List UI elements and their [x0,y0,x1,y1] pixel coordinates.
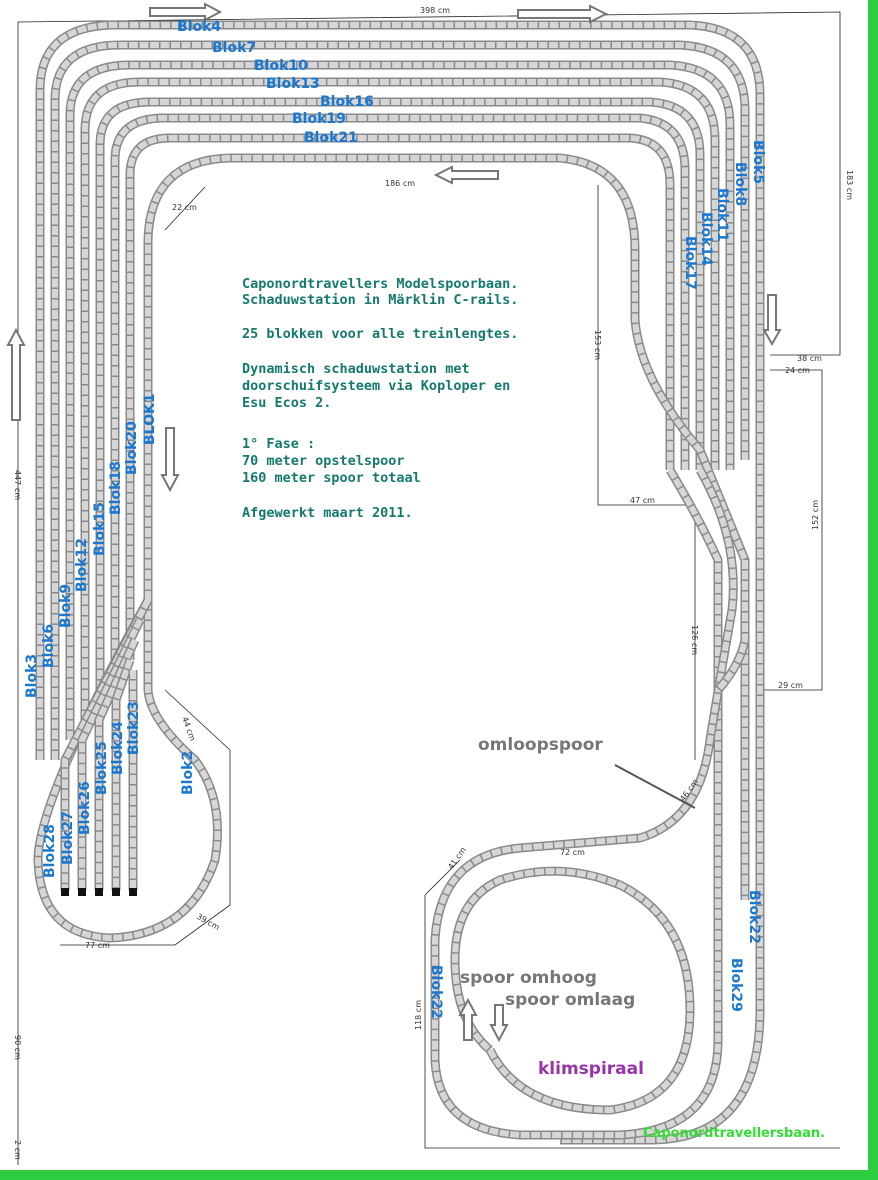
blok3-label: Blok3 [24,653,40,698]
blok11-label: Blok11 [714,188,730,242]
dim-39: 39 cm [195,911,222,933]
info-line-11: 70 meter opstelspoor [242,453,405,469]
blok26-label: Blok26 [77,781,93,835]
blok27-label: Blok27 [60,811,76,865]
blok28-label: Blok28 [42,824,58,878]
blok19-label: Blok19 [292,111,346,127]
dim-22: 22 cm [172,203,197,212]
dim-47: 47 cm [630,496,655,505]
blok18-label: Blok18 [108,461,124,515]
arrow-down-blok1-icon [162,428,178,490]
blok15-label: Blok15 [92,502,108,556]
dim-46: 46 cm [678,777,700,804]
dim-2: 2 cm [13,1140,22,1160]
info-line-8: Esu Ecos 2. [242,395,332,411]
blok8-label: Blok8 [732,162,748,207]
info-line-4: 25 blokken voor alle treinlengtes. [242,326,519,342]
blok22-left-label: Blok22 [428,965,444,1019]
blok14-label: Blok14 [698,212,714,266]
blok17-label: Blok17 [682,236,698,290]
info-line-12: 160 meter spoor totaal [242,470,421,486]
blok24-label: Blok24 [110,721,126,775]
blok9-label: Blok9 [58,583,74,628]
omloopspoor-label: omloopspoor [478,735,603,755]
blok29-label: Blok29 [728,958,744,1012]
dim-38: 38 cm [797,354,822,363]
watermark-label: Caponordtravellersbaan. [643,1126,826,1141]
info-line-6: Dynamisch schaduwstation met [242,361,470,377]
arrow-down-right-icon [764,295,780,344]
dim-153: 153 cm [593,330,602,361]
dim-152: 152 cm [811,499,820,530]
dim-183: 183 cm [845,170,854,201]
klimspiraal-label: klimspiraal [538,1059,644,1079]
arrow-right-top-right-icon [518,6,606,22]
blok22-right-label: Blok22 [746,890,762,944]
blok6-label: Blok6 [41,623,57,668]
info-line-1: Caponordtravellers Modelspoorbaan. [242,276,519,292]
arrow-right-top-left-icon [150,4,220,20]
blok16-label: Blok16 [320,94,374,110]
dim-126: 126 cm [690,625,699,656]
dim-44: 44 cm [180,715,198,743]
outer-ring-tracks [40,25,760,1140]
blok10-label: Blok10 [254,58,308,74]
arrow-left-inner-icon [436,167,498,183]
info-text [242,276,518,521]
blok13-label: Blok13 [266,76,320,92]
dim-447: 447 cm [13,470,22,501]
info-line-14: Afgewerkt maart 2011. [242,505,413,521]
dim-398: 398 cm [420,6,451,15]
dim-77: 77 cm [85,941,110,950]
arrow-up-left-icon [8,330,24,420]
blok23-label: Blok23 [126,701,142,755]
dim-29: 29 cm [778,681,803,690]
spoor-omlaag-label: spoor omlaag [505,990,636,1010]
spoor-omhoog-label: spoor omhoog [460,968,597,988]
dim-90: 90 cm [13,1035,22,1060]
blok2-label: Blok2 [180,750,196,795]
dim-41: 41 cm [446,845,468,872]
dim-24: 24 cm [785,366,810,375]
blok25-label: Blok25 [94,741,110,795]
info-line-2: Schaduwstation in Märklin C-rails. [242,292,519,308]
blok7-label: Blok7 [212,40,257,56]
info-line-7: doorschuifsysteem via Koploper en [242,378,511,394]
blok4-label: Blok4 [177,19,222,35]
dim-118: 118 cm [414,999,423,1030]
dim-186: 186 cm [385,179,416,188]
arrow-down-spoor-omlaag-icon [491,1005,507,1040]
blok5-label: Blok5 [750,140,766,185]
blok21-label: Blok21 [304,130,358,146]
blok1-label: BLOK1 [142,393,158,445]
info-line-10: 1° Fase : [242,436,316,452]
dim-72: 72 cm [560,848,585,857]
right-omloop-and-spiral [435,470,745,1135]
blok12-label: Blok12 [74,538,90,592]
blok20-label: Blok20 [124,421,140,475]
